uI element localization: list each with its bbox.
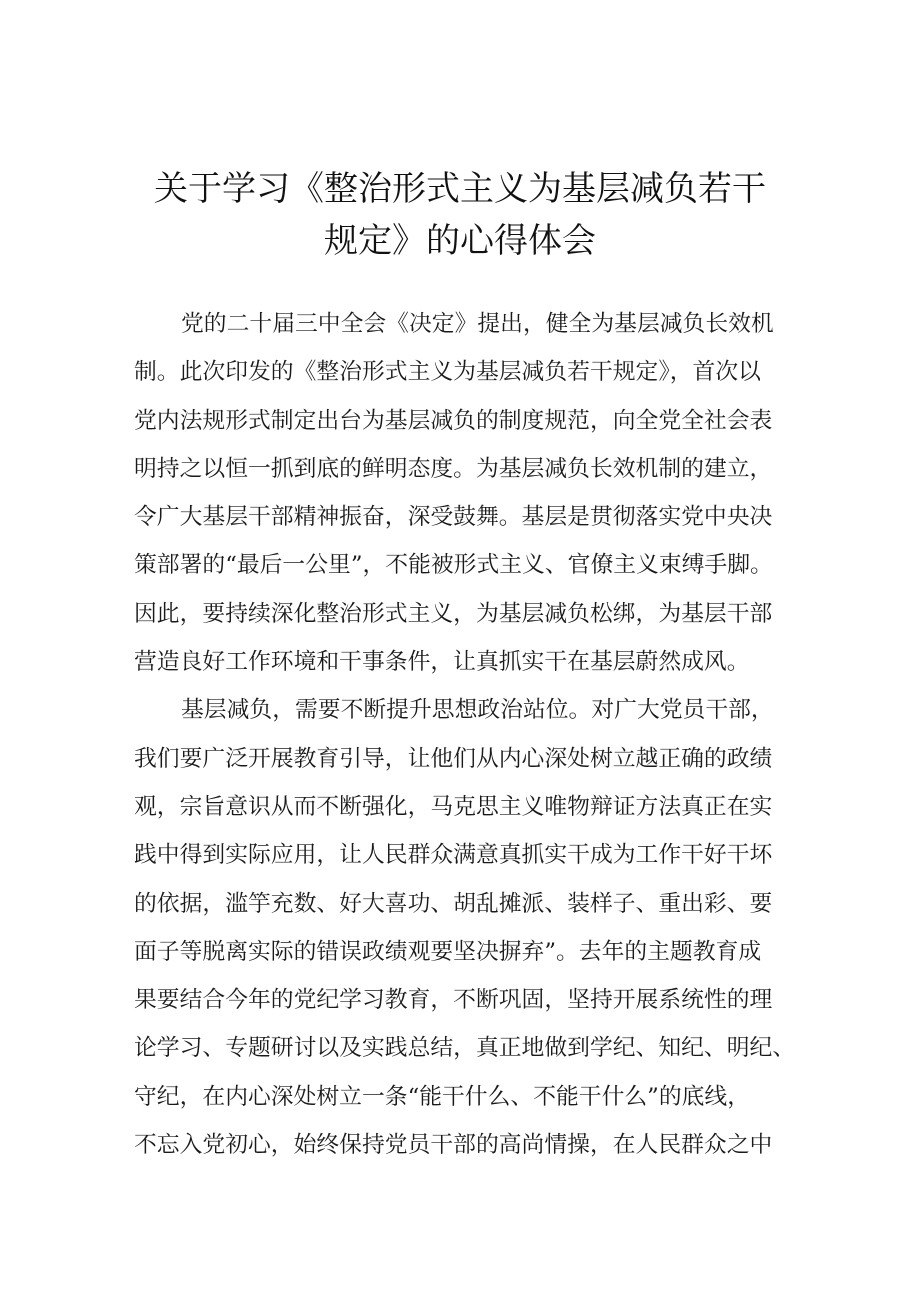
paragraph-1 bbox=[134, 300, 794, 686]
text-line: 明持之以恒一抓到底的鲜明态度。为基层减负长效机制的建立， bbox=[134, 455, 773, 482]
text-line: 基层减负，需要不断提升思想政治站位。对广大党员干部， bbox=[181, 697, 774, 724]
text-line: 制。此次印发的《整治形式主义为基层减负若干规定》，首次以 bbox=[134, 359, 761, 386]
document-body bbox=[134, 300, 794, 1169]
text-line: 党内法规形式制定出台为基层减负的制度规范，向全党全社会表 bbox=[134, 407, 773, 434]
text-line: 果要结合今年的党纪学习教育，不断巩固，坚持开展系统性的理 bbox=[134, 987, 773, 1014]
text-line: 因此，要持续深化整治形式主义，为基层减负松绑，为基层干部 bbox=[134, 600, 773, 627]
text-line: 的依据，滥竽充数、好大喜功、胡乱摊派、装样子、重出彩、要 bbox=[134, 890, 773, 917]
text-line: 观，宗旨意识从而不断强化，马克思主义唯物辩证方法真正在实 bbox=[134, 793, 773, 820]
text-line: 营造良好工作环境和干事条件，让真抓实干在基层蔚然成风。 bbox=[134, 649, 750, 676]
text-line: 不忘入党初心，始终保持党员干部的高尚情操，在人民群众之中 bbox=[134, 1132, 773, 1159]
paragraph-2 bbox=[134, 686, 794, 1169]
title-line: 关于学习《整治形式主义为基层减负若干 bbox=[154, 169, 766, 209]
text-line: 论学习、专题研讨以及实践总结，真正地做到学纪、知纪、明纪、 bbox=[134, 1035, 796, 1062]
text-line: 党的二十届三中全会《决定》提出，健全为基层减负长效机 bbox=[181, 311, 774, 337]
title-line: 规定》的心得体会 bbox=[324, 221, 596, 261]
text-line: 守纪，在内心深处树立一条“能干什么、不能干什么”的底线， bbox=[134, 1083, 751, 1110]
text-line: 我们要广泛开展教育引导，让他们从内心深处树立越正确的政绩 bbox=[134, 745, 773, 772]
document-title bbox=[100, 163, 820, 267]
text-line: 令广大基层干部精神振奋，深受鼓舞。基层是贯彻落实党中央决 bbox=[134, 504, 773, 531]
text-line: 策部署的“最后一公里”，不能被形式主义、官僚主义束缚手脚。 bbox=[134, 552, 773, 579]
text-line: 面子等脱离实际的错误政绩观要坚决摒弃”。去年的主题教育成 bbox=[134, 938, 762, 965]
text-line: 践中得到实际应用，让人民群众满意真抓实干成为工作干好干坏 bbox=[134, 842, 773, 869]
